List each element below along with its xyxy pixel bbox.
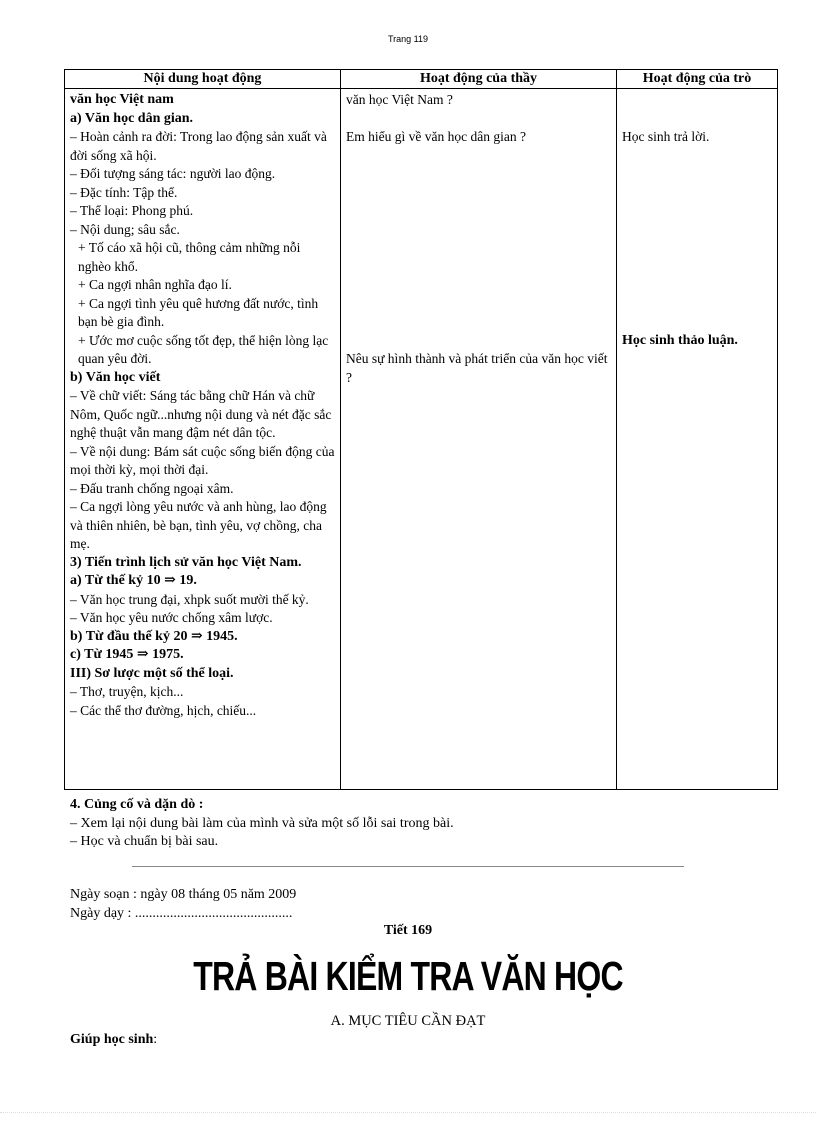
content-line: – Đối tượng sáng tác: người lao động. bbox=[70, 166, 276, 181]
student-cell bbox=[617, 89, 778, 790]
teacher-cell bbox=[341, 89, 617, 790]
consolidation-heading: 4. Củng cố và dặn dò : bbox=[70, 797, 204, 812]
teacher-question-3: Nêu sự hình thành và phát triển của văn học viết ? bbox=[346, 351, 608, 385]
lesson-period: Tiết 169 bbox=[383, 923, 433, 938]
help-students-line bbox=[70, 1032, 157, 1048]
content-line: III) Sơ lược một số thể loại. bbox=[70, 665, 234, 681]
content-line: – Về chữ viết: Sáng tác bằng chữ Hán và chữ Nôm, Quốc ngữ...nhưng nội dung và nét đặc sắc nghệ thuật vẫn mang đậm nét dân tộc. bbox=[70, 388, 332, 440]
content-line: – Về nội dung: Bám sát cuộc sống biến động của mọi thời kỳ, mọi thời đại. bbox=[70, 443, 335, 477]
content-cell bbox=[65, 89, 341, 790]
teach-date: Ngày dạy : ............................................. bbox=[70, 906, 293, 921]
section-divider bbox=[132, 866, 684, 867]
content-line: 3) Tiến trình lịch sử văn học Việt Nam. bbox=[70, 554, 302, 570]
content-line: + Ca ngợi nhân nghĩa đạo lí. bbox=[78, 277, 232, 292]
page-number: Trang 119 bbox=[387, 34, 429, 44]
lesson-activity-table bbox=[64, 69, 778, 790]
content-line: – Thơ, truyện, kịch... bbox=[70, 684, 184, 699]
help-label: Giúp học sinh bbox=[70, 1032, 154, 1047]
page-bottom-rule bbox=[0, 1112, 816, 1113]
table-header-row bbox=[65, 70, 778, 89]
content-line: a) Văn học dân gian. bbox=[70, 110, 194, 126]
column-header-student: Hoạt động của trò bbox=[617, 70, 778, 89]
content-line: – Các thể thơ đường, hịch, chiếu... bbox=[70, 702, 257, 718]
student-answer-1: Học sinh trả lời. bbox=[622, 129, 710, 144]
content-line: – Đặc tính: Tập thể. bbox=[70, 184, 178, 200]
content-line: – Hoàn cảnh ra đời: Trong lao động sản xuất và đời sống xã hội. bbox=[70, 129, 327, 163]
content-line: c) Từ 1945 ⇒ 1975. bbox=[70, 647, 184, 662]
lesson-title: TRẢ BÀI KIỂM TRA VĂN HỌC bbox=[193, 953, 623, 999]
student-answer-2: Học sinh thảo luận. bbox=[622, 332, 738, 348]
content-line: – Nội dung; sâu sắc. bbox=[70, 221, 180, 237]
teacher-question-1: văn học Việt Nam ? bbox=[346, 92, 453, 107]
content-line: – Thể loại: Phong phú. bbox=[70, 203, 194, 218]
content-line: a) Từ thế kỷ 10 ⇒ 19. bbox=[70, 573, 197, 588]
content-line: – Văn học yêu nước chống xâm lược. bbox=[70, 610, 273, 625]
lesson-objective-heading: A. MỤC TIÊU CẦN ĐẠT bbox=[330, 1013, 486, 1029]
content-line: – Ca ngợi lòng yêu nước và anh hùng, lao động và thiên nhiên, bè bạn, tình yêu, vợ chồng, cha mẹ. bbox=[70, 499, 327, 551]
content-line: + Ca ngợi tình yêu quê hương đất nước, tình bạn bè gia đình. bbox=[78, 295, 319, 329]
content-line: – Đấu tranh chống ngoại xâm. bbox=[70, 480, 234, 496]
consolidation-section bbox=[70, 796, 454, 852]
prep-date: Ngày soạn : ngày 08 tháng 05 năm 2009 bbox=[70, 887, 297, 902]
help-suffix: : bbox=[153, 1032, 158, 1047]
content-line: + Tố cáo xã hội cũ, thông cảm những nỗi nghèo khổ. bbox=[78, 240, 301, 274]
content-line: – Văn học trung đại, xhpk suốt mười thế kỷ. bbox=[70, 591, 309, 607]
table-row bbox=[65, 89, 778, 790]
consolidation-item: – Xem lại nội dung bài làm của mình và sửa một số lỗi sai trong bài. bbox=[70, 815, 454, 831]
content-line: văn học Việt nam bbox=[70, 92, 174, 107]
content-line: b) Từ đầu thế kỷ 20 ⇒ 1945. bbox=[70, 628, 238, 644]
column-header-teacher: Hoạt động của thầy bbox=[341, 70, 617, 89]
lesson-meta bbox=[70, 885, 296, 923]
consolidation-item: – Học và chuẩn bị bài sau. bbox=[70, 834, 219, 849]
content-line: b) Văn học viết bbox=[70, 369, 161, 385]
column-header-content: Nội dung hoạt động bbox=[65, 70, 341, 89]
content-line: + Ước mơ cuộc sống tốt đẹp, thể hiện lòng lạc quan yêu đời. bbox=[78, 332, 329, 366]
teacher-question-2: Em hiểu gì về văn học dân gian ? bbox=[346, 129, 526, 144]
